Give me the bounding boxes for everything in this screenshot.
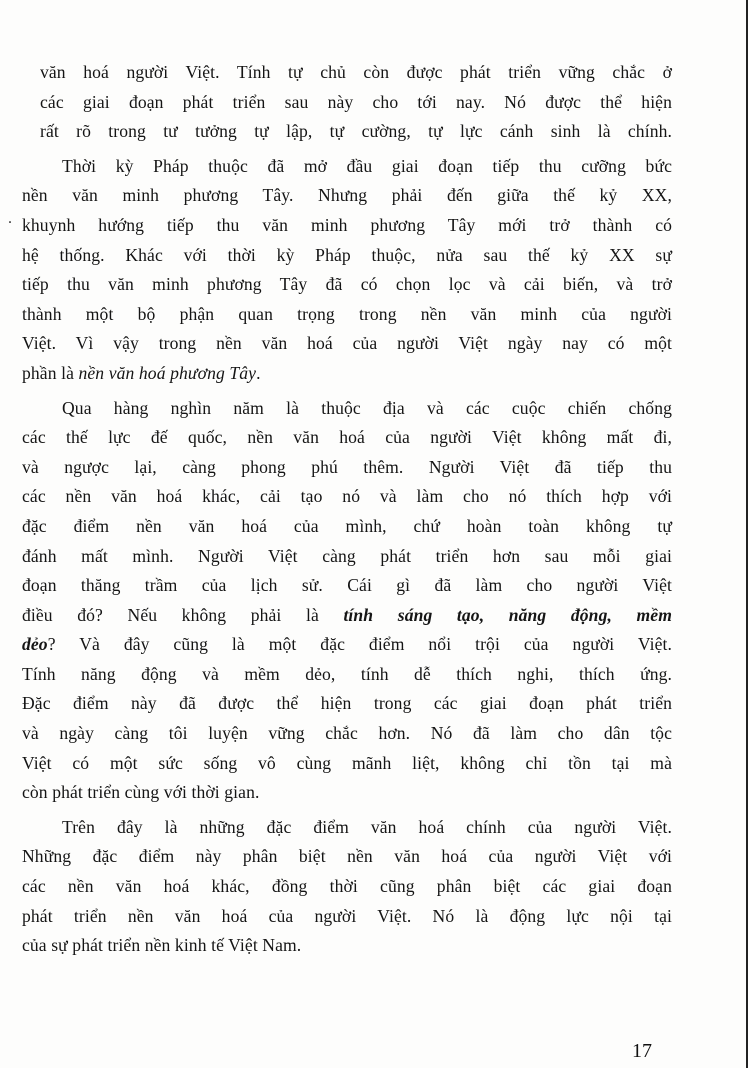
text-line: Thời kỳ Pháp thuộc đã mở đầu giai đoạn tiếp thu cưỡng bức [62, 155, 672, 176]
text-line: và ngày càng tôi luyện vững chắc hơn. Nó đã làm cho dân tộc [22, 723, 672, 744]
text-line: nền văn minh phương Tây. Nhưng phải đến giữa thế kỷ XX, [22, 185, 672, 206]
paragraph-2 [22, 152, 672, 389]
text-line: phát triển nền văn hoá của người Việt. Nó là động lực nội tại [22, 905, 672, 926]
text-run: ? Và đây cũng là một đặc điểm nổi trội của người Việt. [47, 634, 672, 655]
text-line [22, 359, 672, 389]
text-line: đánh mất mình. Người Việt càng phát triển hơn sau mỗi giai [22, 545, 672, 566]
paragraph-4 [22, 813, 672, 961]
page-number: 17 [632, 1040, 652, 1062]
text-line: Những đặc điểm này phân biệt nền văn hoá của người Việt với [22, 846, 672, 867]
text-line: Tính năng động và mềm dẻo, tính dễ thích nghi, thích ứng. [22, 663, 672, 684]
text-line: các thế lực đế quốc, nền văn hoá của người Việt không mất đi, [22, 427, 672, 448]
text-line: tiếp thu văn minh phương Tây đã có chọn lọc và cải biến, và trở [22, 274, 672, 295]
text-line: Đặc điểm này đã được thể hiện trong các giai đoạn phát triển [22, 693, 672, 714]
text-line: của sự phát triển nền kinh tế Việt Nam. [22, 935, 302, 956]
text-line: các nền văn hoá khác, cải tạo nó và làm cho nó thích hợp với [22, 486, 672, 507]
text-run: phần là [22, 362, 79, 383]
text-line: Trên đây là những đặc điểm văn hoá chính của người Việt. [62, 816, 672, 837]
text-line: thành một bộ phận quan trọng trong nền văn minh của người [22, 303, 672, 324]
body-text [22, 58, 672, 966]
text-line: khuynh hướng tiếp thu văn minh phương Tây mới trở thành có [22, 214, 672, 235]
text-line: hệ thống. Khác với thời kỳ Pháp thuộc, nửa sau thế kỷ XX sự [22, 244, 672, 265]
text-line: các nền văn hoá khác, đồng thời cũng phân biệt các giai đoạn [22, 876, 672, 897]
text-run: . [256, 362, 261, 383]
emphasis-text: tính sáng tạo, năng động, mềm [343, 604, 672, 625]
text-line: còn phát triển cùng với thời gian. [22, 782, 260, 803]
text-line: đoạn thăng trầm của lịch sử. Cái gì đã làm cho người Việt [22, 575, 672, 596]
text-line: Qua hàng nghìn năm là thuộc địa và các cuộc chiến chống [62, 397, 672, 418]
text-line: Việt. Vì vậy trong nền văn hoá của người Việt ngày nay có một [22, 333, 672, 354]
text-run: điều đó? Nếu không phải là [22, 604, 344, 625]
emphasis-text: nền văn hoá phương Tây [78, 362, 257, 383]
paragraph-3 [22, 394, 672, 808]
text-line: đặc điểm nền văn hoá của mình, chứ hoàn toàn không tự [22, 515, 672, 536]
paragraph-1 [22, 58, 672, 147]
margin-dot: . [8, 210, 12, 227]
text-line: các giai đoạn phát triển sau này cho tới nay. Nó được thể hiện [40, 91, 672, 112]
text-line: rất rõ trong tư tưởng tự lập, tự cường, tự lực cánh sinh là chính. [40, 121, 672, 142]
text-line: và ngược lại, càng phong phú thêm. Người Việt đã tiếp thu [22, 456, 672, 477]
text-line [22, 601, 672, 631]
text-line: văn hoá người Việt. Tính tự chủ còn được phát triển vững chắc ở [40, 62, 672, 82]
text-line [22, 630, 672, 660]
text-line: Việt có một sức sống vô cùng mãnh liệt, không chỉ tồn tại mà [22, 752, 672, 773]
emphasis-text: dẻo [22, 634, 48, 655]
